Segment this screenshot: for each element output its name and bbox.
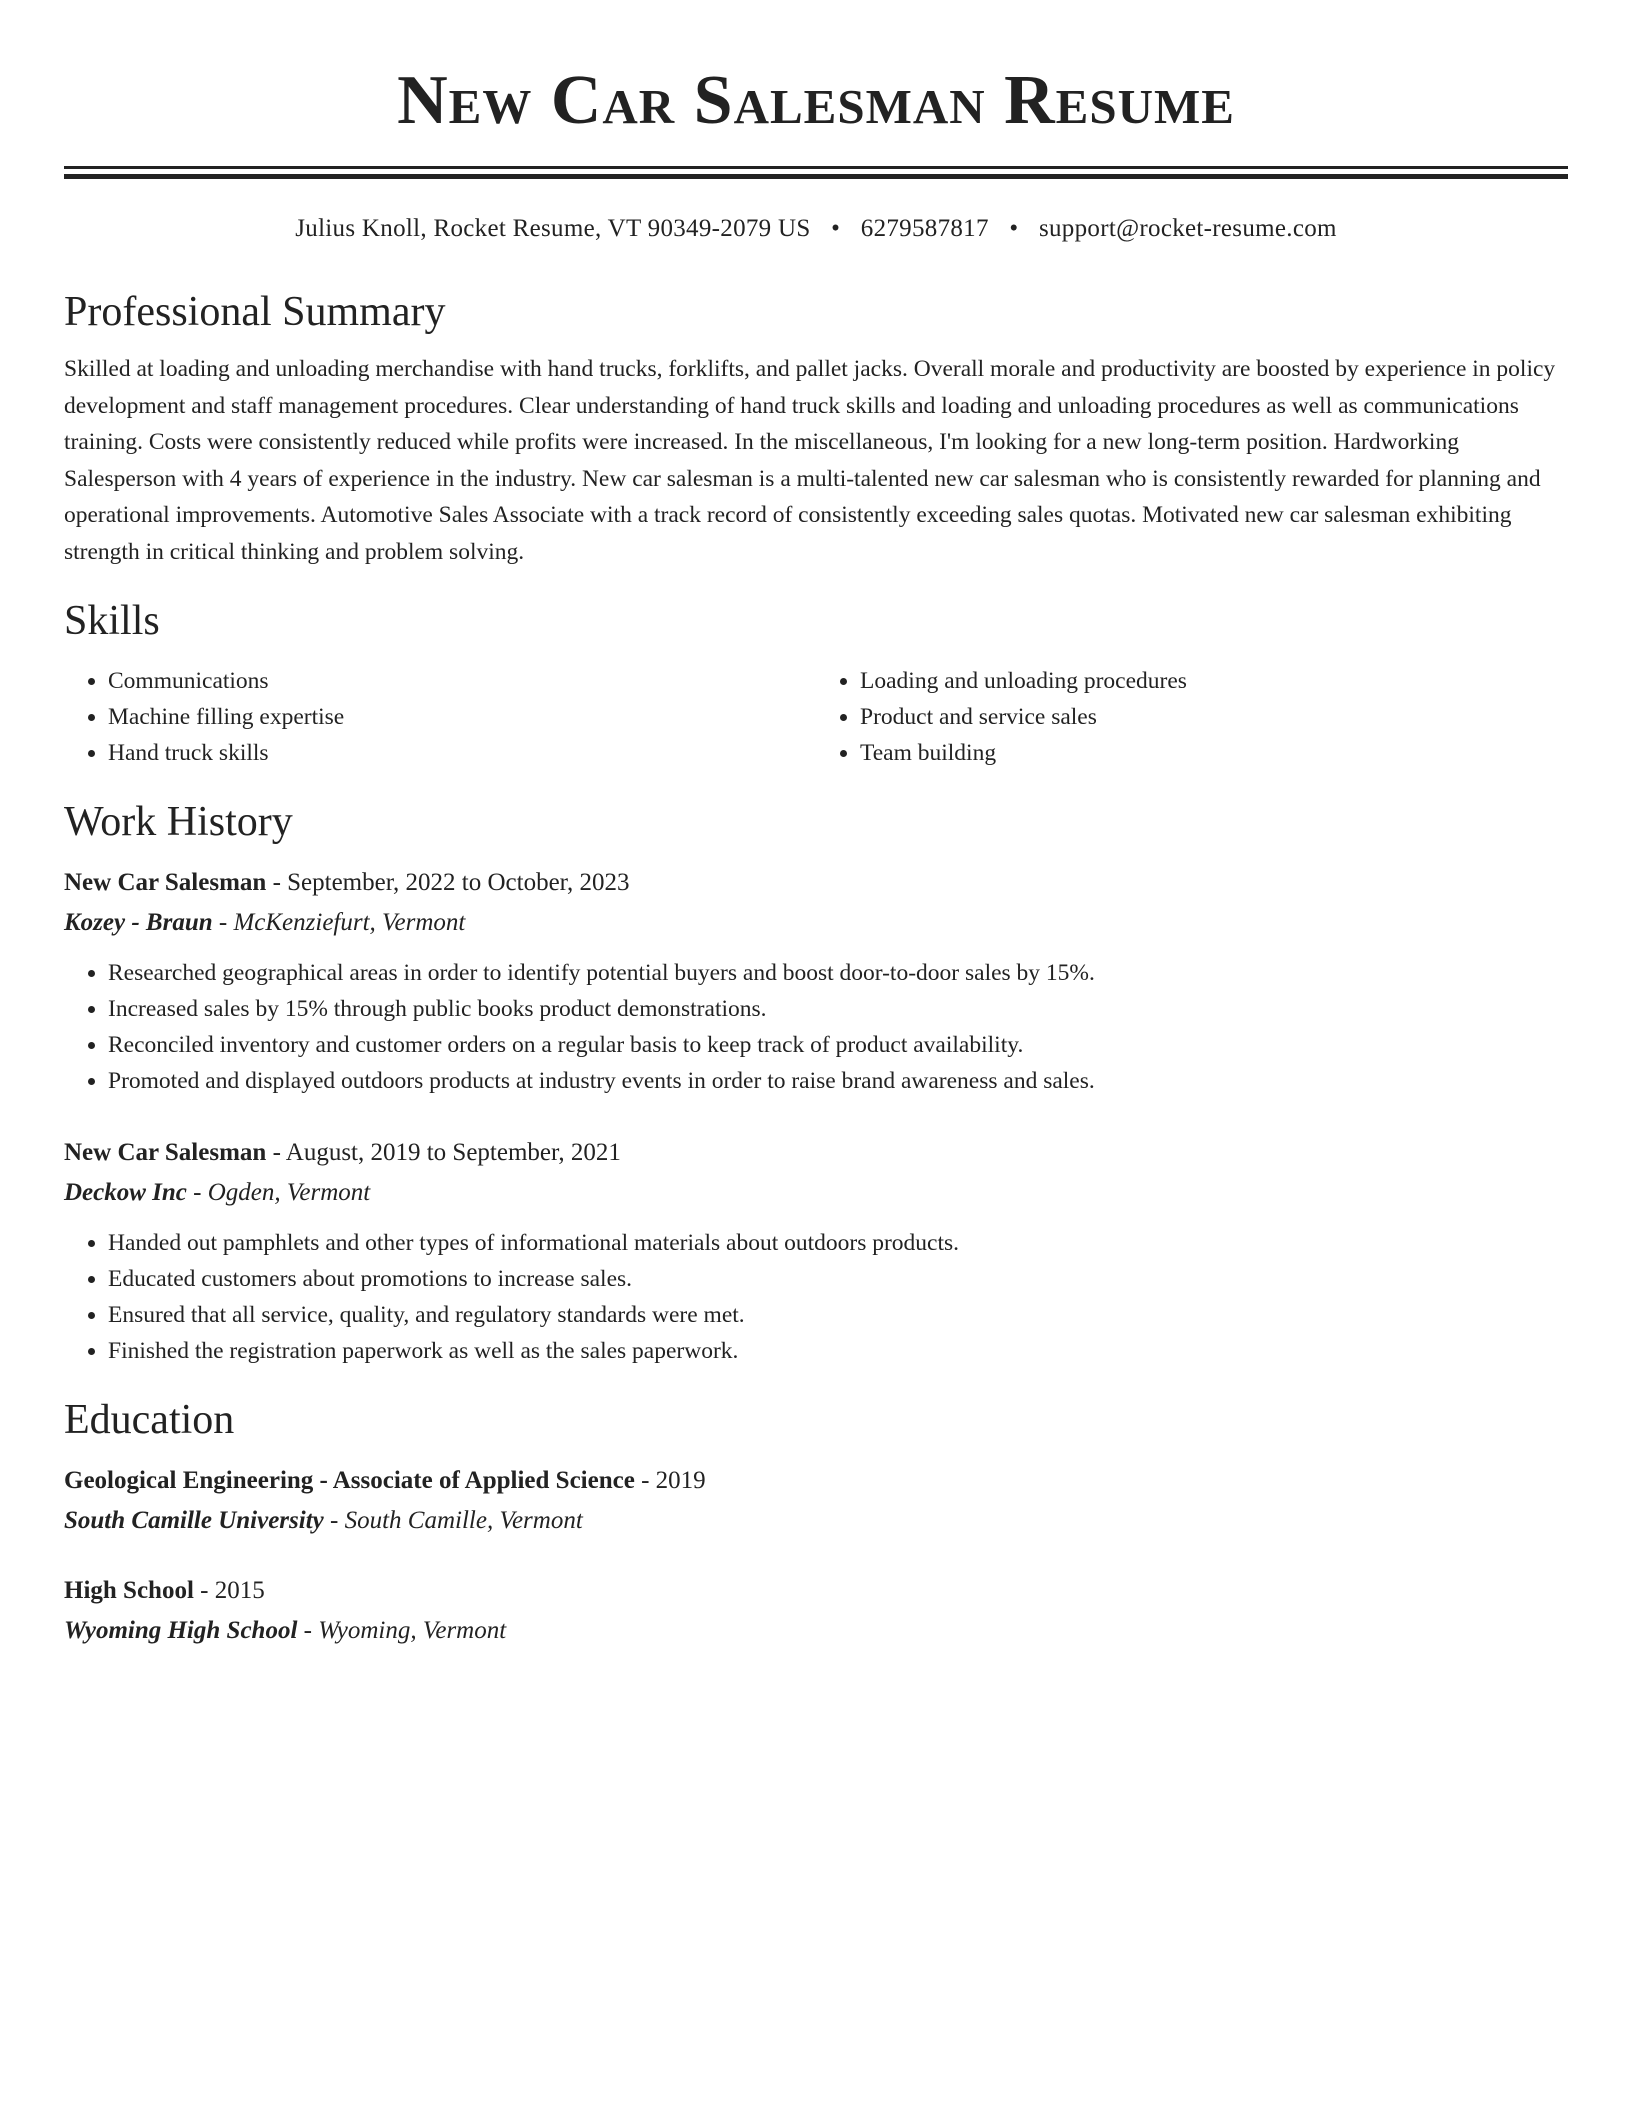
work-history-heading: Work History (64, 799, 293, 845)
job-duties (64, 1225, 1568, 1369)
job-duty: • Handed out pamphlets and other types of informational materials about outdoors products. (108, 1225, 1568, 1261)
education-degree-line (64, 1461, 1568, 1501)
job-company-line (64, 1173, 1568, 1213)
job-location: - McKenziefurt, Vermont (212, 909, 466, 936)
job-title: New Car Salesman (64, 1139, 267, 1166)
skills-list (64, 663, 1568, 771)
education-year: - 2019 (634, 1467, 706, 1494)
title-divider-top (64, 166, 1568, 169)
job-duty: • Promoted and displayed outdoors products at industry events in order to raise brand awareness and sales. (108, 1063, 1568, 1099)
contact-line (64, 213, 1568, 245)
education-school-line (64, 1611, 1568, 1651)
job-duty: • Reconciled inventory and customer orders on a regular basis to keep track of product availability. (108, 1027, 1568, 1063)
job-title-line (64, 863, 1568, 903)
education-school: Wyoming High School (64, 1617, 298, 1644)
skill-item: • Product and service sales (860, 699, 1568, 735)
contact-separator: • (1009, 215, 1019, 242)
contact-separator: • (831, 215, 841, 242)
skill-item: • Hand truck skills (108, 735, 816, 771)
job-entry (64, 863, 1568, 1099)
contact-phone: 6279587817 (860, 215, 989, 242)
education-school: South Camille University (64, 1507, 324, 1534)
summary-heading: Professional Summary (64, 289, 446, 335)
resume-title: New Car Salesman Resume (397, 62, 1235, 139)
job-duty: • Ensured that all service, quality, and regulatory standards were met. (108, 1297, 1568, 1333)
job-duty: • Researched geographical areas in order to identify potential buyers and boost door-to-door sales by 15%. (108, 955, 1568, 991)
job-company: Deckow Inc (64, 1179, 187, 1206)
education-heading: Education (64, 1397, 235, 1443)
job-dates: - September, 2022 to October, 2023 (266, 869, 630, 896)
education-degree: High School (64, 1577, 194, 1604)
job-duty: • Educated customers about promotions to increase sales. (108, 1261, 1568, 1297)
skill-item: • Communications (108, 663, 816, 699)
education-entry (64, 1571, 1568, 1651)
education-entry (64, 1461, 1568, 1541)
skills-column-right (816, 663, 1568, 771)
education-location: - South Camille, Vermont (323, 1507, 583, 1534)
job-company: Kozey - Braun (64, 909, 213, 936)
job-duties (64, 955, 1568, 1099)
skills-heading: Skills (64, 598, 160, 644)
job-duty: • Finished the registration paperwork as well as the sales paperwork. (108, 1333, 1568, 1369)
job-duty: • Increased sales by 15% through public books product demonstrations. (108, 991, 1568, 1027)
skill-item: • Machine filling expertise (108, 699, 816, 735)
job-dates: - August, 2019 to September, 2021 (266, 1139, 621, 1166)
contact-email: support@rocket-resume.com (1038, 215, 1337, 242)
title-divider-bottom (64, 174, 1568, 179)
contact-address: Julius Knoll, Rocket Resume, VT 90349-2079 US (295, 215, 811, 242)
education-degree: Geological Engineering - Associate of Applied Science (64, 1467, 635, 1494)
job-location: - Ogden, Vermont (186, 1179, 371, 1206)
job-title: New Car Salesman (64, 869, 267, 896)
education-degree-line (64, 1571, 1568, 1611)
education-location: - Wyoming, Vermont (297, 1617, 507, 1644)
education-year: - 2015 (193, 1577, 265, 1604)
skills-column-left (64, 663, 816, 771)
summary-text: Skilled at loading and unloading merchandise with hand trucks, forklifts, and pallet jacks. Overall morale and productivity are boosted by experience in policy development and staff management procedures. Clear understanding of hand truck skills and loading and unloading procedures as well as communications training. Costs were consistently reduced while profits were increased. In the miscellaneous, I'm looking for a new long-term position. Hardworking Salesperson with 4 years of experience in the industry. New car salesman is a multi-talented new car salesman who is consistently rewarded for planning and operational improvements. Automotive Sales Associate with a track record of consistently exceeding sales quotas. Motivated new car salesman exhibiting strength in critical thinking and problem solving. (64, 356, 1556, 565)
job-title-line (64, 1133, 1568, 1173)
job-company-line (64, 903, 1568, 943)
skill-item: • Loading and unloading procedures (860, 663, 1568, 699)
education-school-line (64, 1501, 1568, 1541)
job-entry (64, 1133, 1568, 1369)
skill-item: • Team building (860, 735, 1568, 771)
